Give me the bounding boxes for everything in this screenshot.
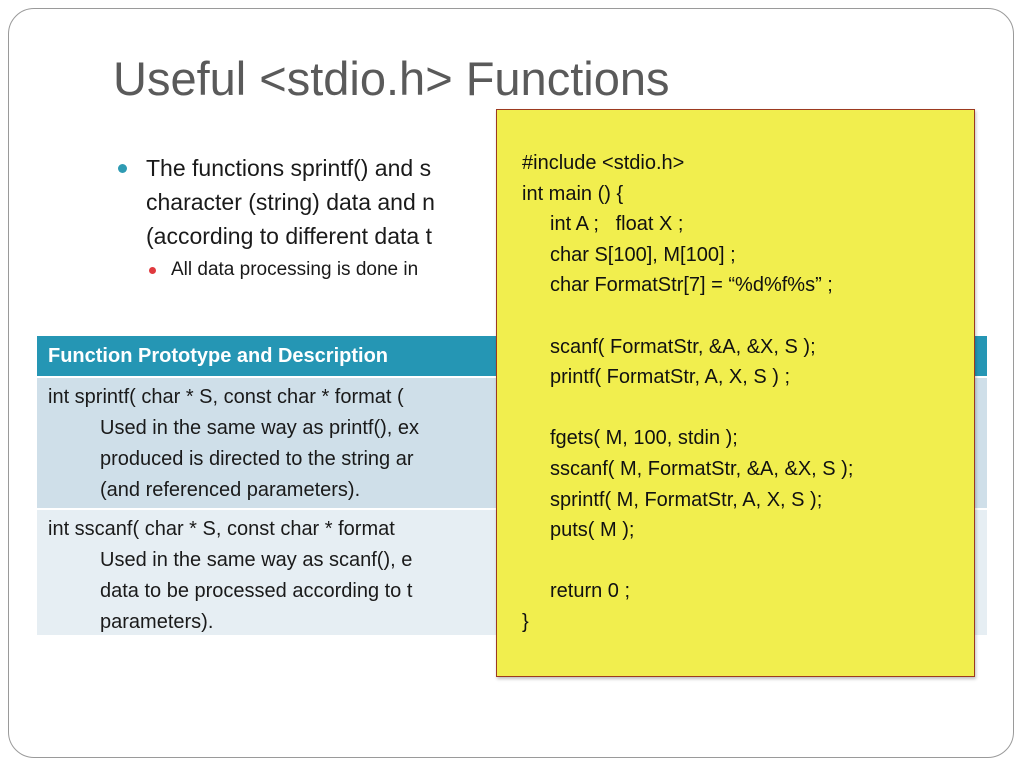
function-description-line: parameters). [100, 611, 214, 633]
table-header: Function Prototype and Description [37, 336, 987, 376]
code-line: return 0 ; [550, 580, 631, 603]
code-sample-box [496, 109, 975, 677]
bullet-line: (according to different data t [146, 223, 432, 249]
code-line: int A ; float X ; [550, 213, 684, 236]
code-line: sprintf( M, FormatStr, A, X, S ); [550, 488, 823, 511]
bullet-dot-icon [118, 164, 127, 173]
function-description-line: data to be processed according to t [100, 580, 413, 602]
code-line: int main () { [522, 182, 624, 205]
function-description-line: Used in the same way as printf(), ex [100, 417, 420, 439]
function-signature: int sprintf( char * S, const char * format ( [48, 386, 404, 408]
code-line: char FormatStr[7] = “%d%f%s” ; [550, 274, 833, 297]
code-line: fgets( M, 100, stdin ); [550, 427, 738, 450]
code-line [522, 546, 974, 577]
bullet-line: The functions sprintf() and s [146, 155, 432, 181]
code-line [522, 301, 974, 332]
sub-bullet-dot-icon [149, 267, 156, 274]
function-description-line: (and referenced parameters). [100, 479, 361, 501]
code-line: char S[100], M[100] ; [550, 243, 736, 266]
code-line: #include <stdio.h> [522, 152, 685, 174]
code-line: } [522, 610, 529, 633]
code-line: sscanf( M, FormatStr, &A, &X, S ); [550, 457, 854, 480]
sub-bullet-text: All data processing is done in [171, 259, 419, 280]
bullet-line: character (string) data and n [146, 189, 435, 215]
function-signature: int sscanf( char * S, const char * format [48, 518, 395, 540]
code-line: scanf( FormatStr, &A, &X, S ); [550, 335, 816, 358]
code-line: puts( M ); [550, 519, 635, 542]
code-line: printf( FormatStr, A, X, S ) ; [550, 366, 791, 389]
slide [8, 8, 1014, 758]
function-description-line: produced is directed to the string ar [100, 448, 414, 470]
code-line [522, 393, 974, 424]
function-description-line: Used in the same way as scanf(), e [100, 549, 413, 571]
slide-title: Useful <stdio.h> Functions [113, 52, 670, 105]
